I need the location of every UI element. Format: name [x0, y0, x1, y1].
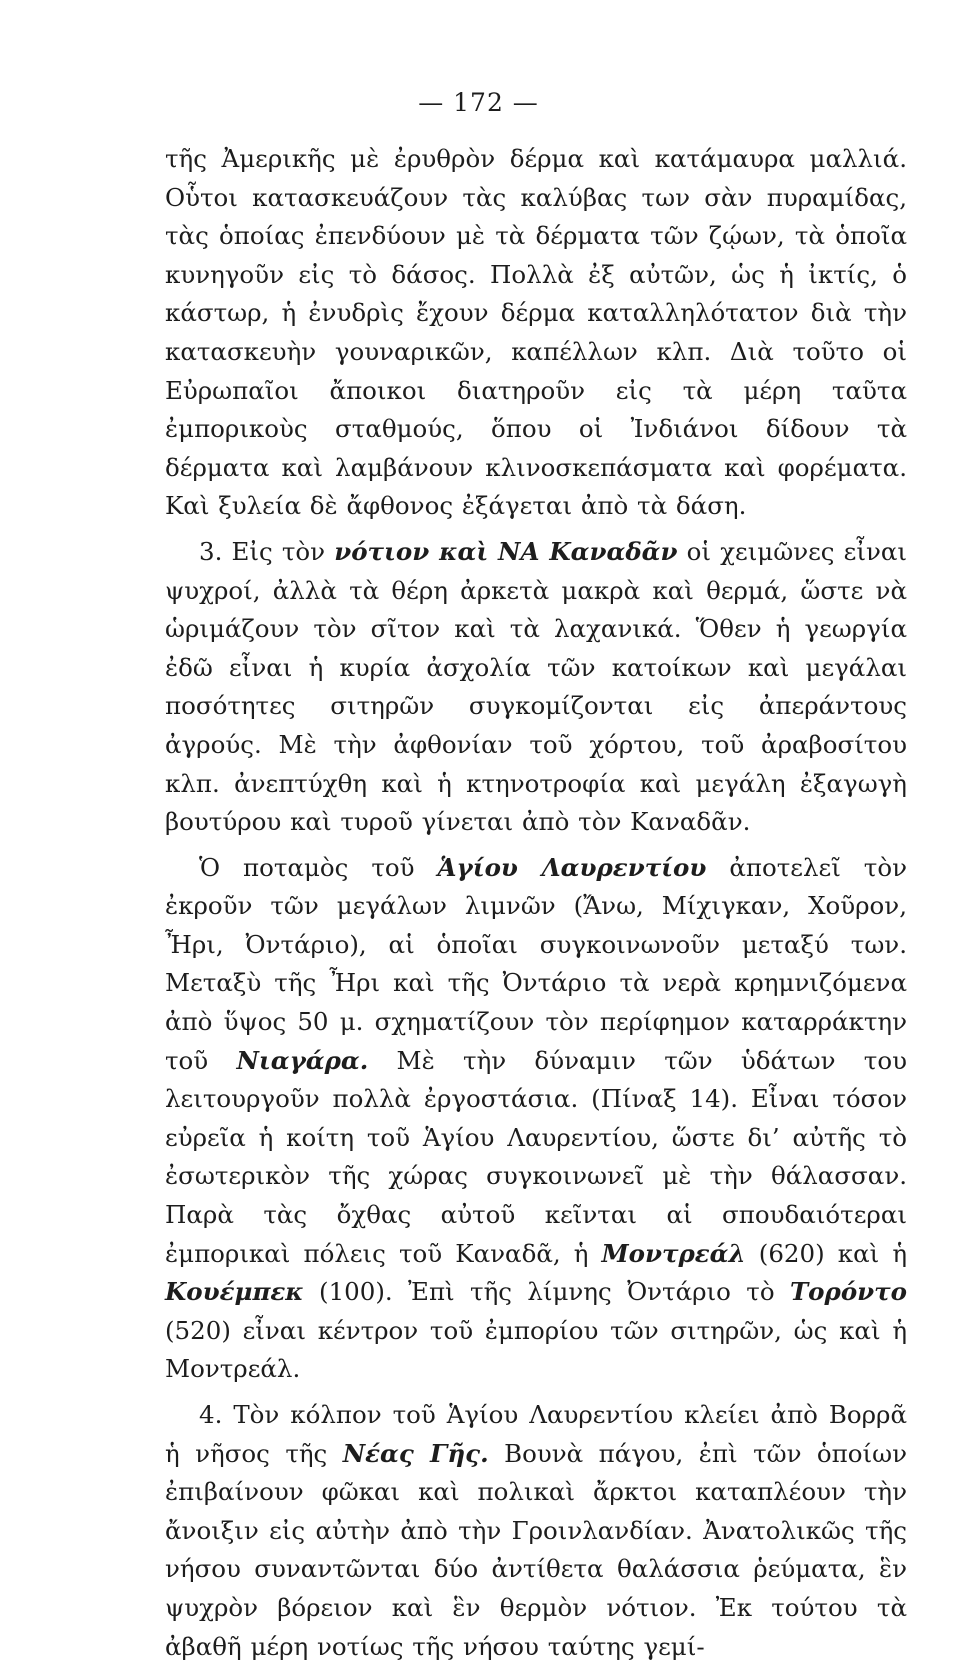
text-segment: 3. Εἰς τὸν	[199, 536, 335, 566]
paragraph-3	[165, 849, 907, 1389]
text-segment: (520) εἶναι κέντρον τοῦ ἐμπορίου τῶν σιτηρῶν, ὡς καὶ ἡ Μοντρεάλ.	[165, 1315, 907, 1384]
text-segment: τῆς Ἀμερικῆς μὲ ἐρυθρὸν δέρμα καὶ κατάμαυρα μαλλιά. Οὗτοι κατασκευάζουν τὰς καλύβας των σὰν πυραμίδας, τὰς ὁποίας ἐπενδύουν μὲ τὰ δέρματα τῶν ζῴων, τὰ ὁποῖα κυνηγοῦν εἰς τὸ δάσος. Πολλὰ ἐξ αὐτῶν, ὡς ἡ ἰκτίς, ὁ κάστωρ, ἡ ἐνυδρὶς ἔχουν δέρμα καταλληλότατον διὰ τὴν κατασκευὴν γουναρικῶν, καπέλλων κλπ. Διὰ τοῦτο οἱ Εὐρωπαῖοι ἄποικοι διατηροῦν εἰς τὰ μέρη ταῦτα ἐμπορικοὺς σταθμούς, ὅπου οἱ Ἰνδιάνοι δίδουν τὰ δέρματα καὶ λαμβάνουν κλινοσκεπάσματα καὶ φορέματα. Καὶ ξυλεία δὲ ἄφθονος ἐξάγεται ἀπὸ τὰ δάση.	[165, 144, 907, 521]
body-text	[165, 140, 907, 1666]
text-segment: οἱ χειμῶνες εἶναι ψυχροί, ἀλλὰ τὰ θέρη ἀρκετὰ μακρὰ καὶ θερμά, ὥστε νὰ ὡριμάζουν τὸν σῖτον καὶ τὰ λαχανικά. Ὅθεν ἡ γεωργία ἐδῶ εἶναι ἡ κυρία ἀσχολία τῶν κατοίκων καὶ μεγάλαι ποσότητες σιτηρῶν συγκομίζονται εἰς ἀπεράντους ἀγρούς. Μὲ τὴν ἀφθονίαν τοῦ χόρτου, τοῦ ἀραβοσίτου κλπ. ἀνεπτύχθη καὶ ἡ κτηνοτροφία καὶ μεγάλη ἐξαγωγὴ βουτύρου καὶ τυροῦ γίνεται ἀπὸ τὸν Καναδᾶν.	[165, 536, 907, 837]
emphasized-term: νότιον καὶ ΝΑ Καναδᾶν	[334, 536, 678, 566]
emphasized-term: Μοντρεάλ	[601, 1238, 746, 1268]
text-segment: Βουνὰ πάγου, ἐπὶ τῶν ὁποίων ἐπιβαίνουν φῶκαι καὶ πολικαὶ ἄρκτοι καταπλέουν τὴν ἄνοιξιν εἰς αὐτὴν ἀπὸ τὴν Γροινλανδίαν. Ἀνατολικῶς τῆς νήσου συναντῶνται δύο ἀντίθετα θαλάσσια ῥεύματα, ἓν ψυχρὸν βόρειον καὶ ἓν θερμὸν νότιον. Ἐκ τούτου τὰ ἀβαθῆ μέρη νοτίως τῆς νήσου ταύτης γεμί-	[165, 1438, 908, 1661]
page-number: — 172 —	[418, 88, 539, 117]
text-segment: Μὲ τὴν δύναμιν τῶν ὑδάτων του λειτουργοῦν πολλὰ ἐργοστάσια. (Πίναξ 14). Εἶναι τόσον εὐρεῖα ἡ κοίτη τοῦ Ἁγίου Λαυρεντίου, ὥστε δι’ αὐτῆς τὸ ἐσωτερικὸν τῆς χώρας συγκοινωνεῖ μὲ τὴν θάλασσαν. Παρὰ τὰς ὄχθας αὐτοῦ κεῖνται αἱ σπουδαιότεραι ἐμπορικαὶ πόλεις τοῦ Καναδᾶ, ἡ	[165, 1045, 907, 1268]
emphasized-term: Νιαγάρα.	[236, 1045, 369, 1075]
text-segment: 4. Τὸν κόλπον τοῦ Ἁγίου Λαυρεντίου κλείει ἀπὸ Βορρᾶ ἡ νῆσος τῆς	[165, 1400, 907, 1468]
paragraph-1	[165, 140, 907, 526]
paragraph-4	[165, 1396, 907, 1666]
text-segment: ἀποτελεῖ τὸν ἐκροῦν τῶν μεγάλων λιμνῶν (Ἄνω, Μίχιγκαν, Χοῦρον, Ἦρι, Ὀντάριο), αἱ ὁποῖαι συγκοινωνοῦν μεταξύ των. Μεταξὺ τῆς Ἦρι καὶ τῆς Ὀντάριο τὰ νερὰ κρημνιζόμενα ἀπὸ ὕψος 50 μ. σχηματίζουν τὸν περίφημον καταρράκτην τοῦ	[165, 852, 907, 1075]
emphasized-term: Κουέμπεκ	[165, 1277, 304, 1307]
text-segment: Ὁ ποταμὸς τοῦ	[199, 852, 438, 882]
emphasized-term: Τορόντο	[789, 1277, 907, 1307]
text-segment: (100). Ἐπὶ τῆς λίμνης Ὀντάριο τὸ	[303, 1277, 790, 1307]
emphasized-term: Ἁγίου Λαυρεντίου	[437, 852, 707, 882]
text-segment: (620) καὶ ἡ	[745, 1238, 907, 1268]
paragraph-2	[165, 533, 907, 842]
emphasized-term: Νέας Γῆς.	[342, 1438, 489, 1468]
